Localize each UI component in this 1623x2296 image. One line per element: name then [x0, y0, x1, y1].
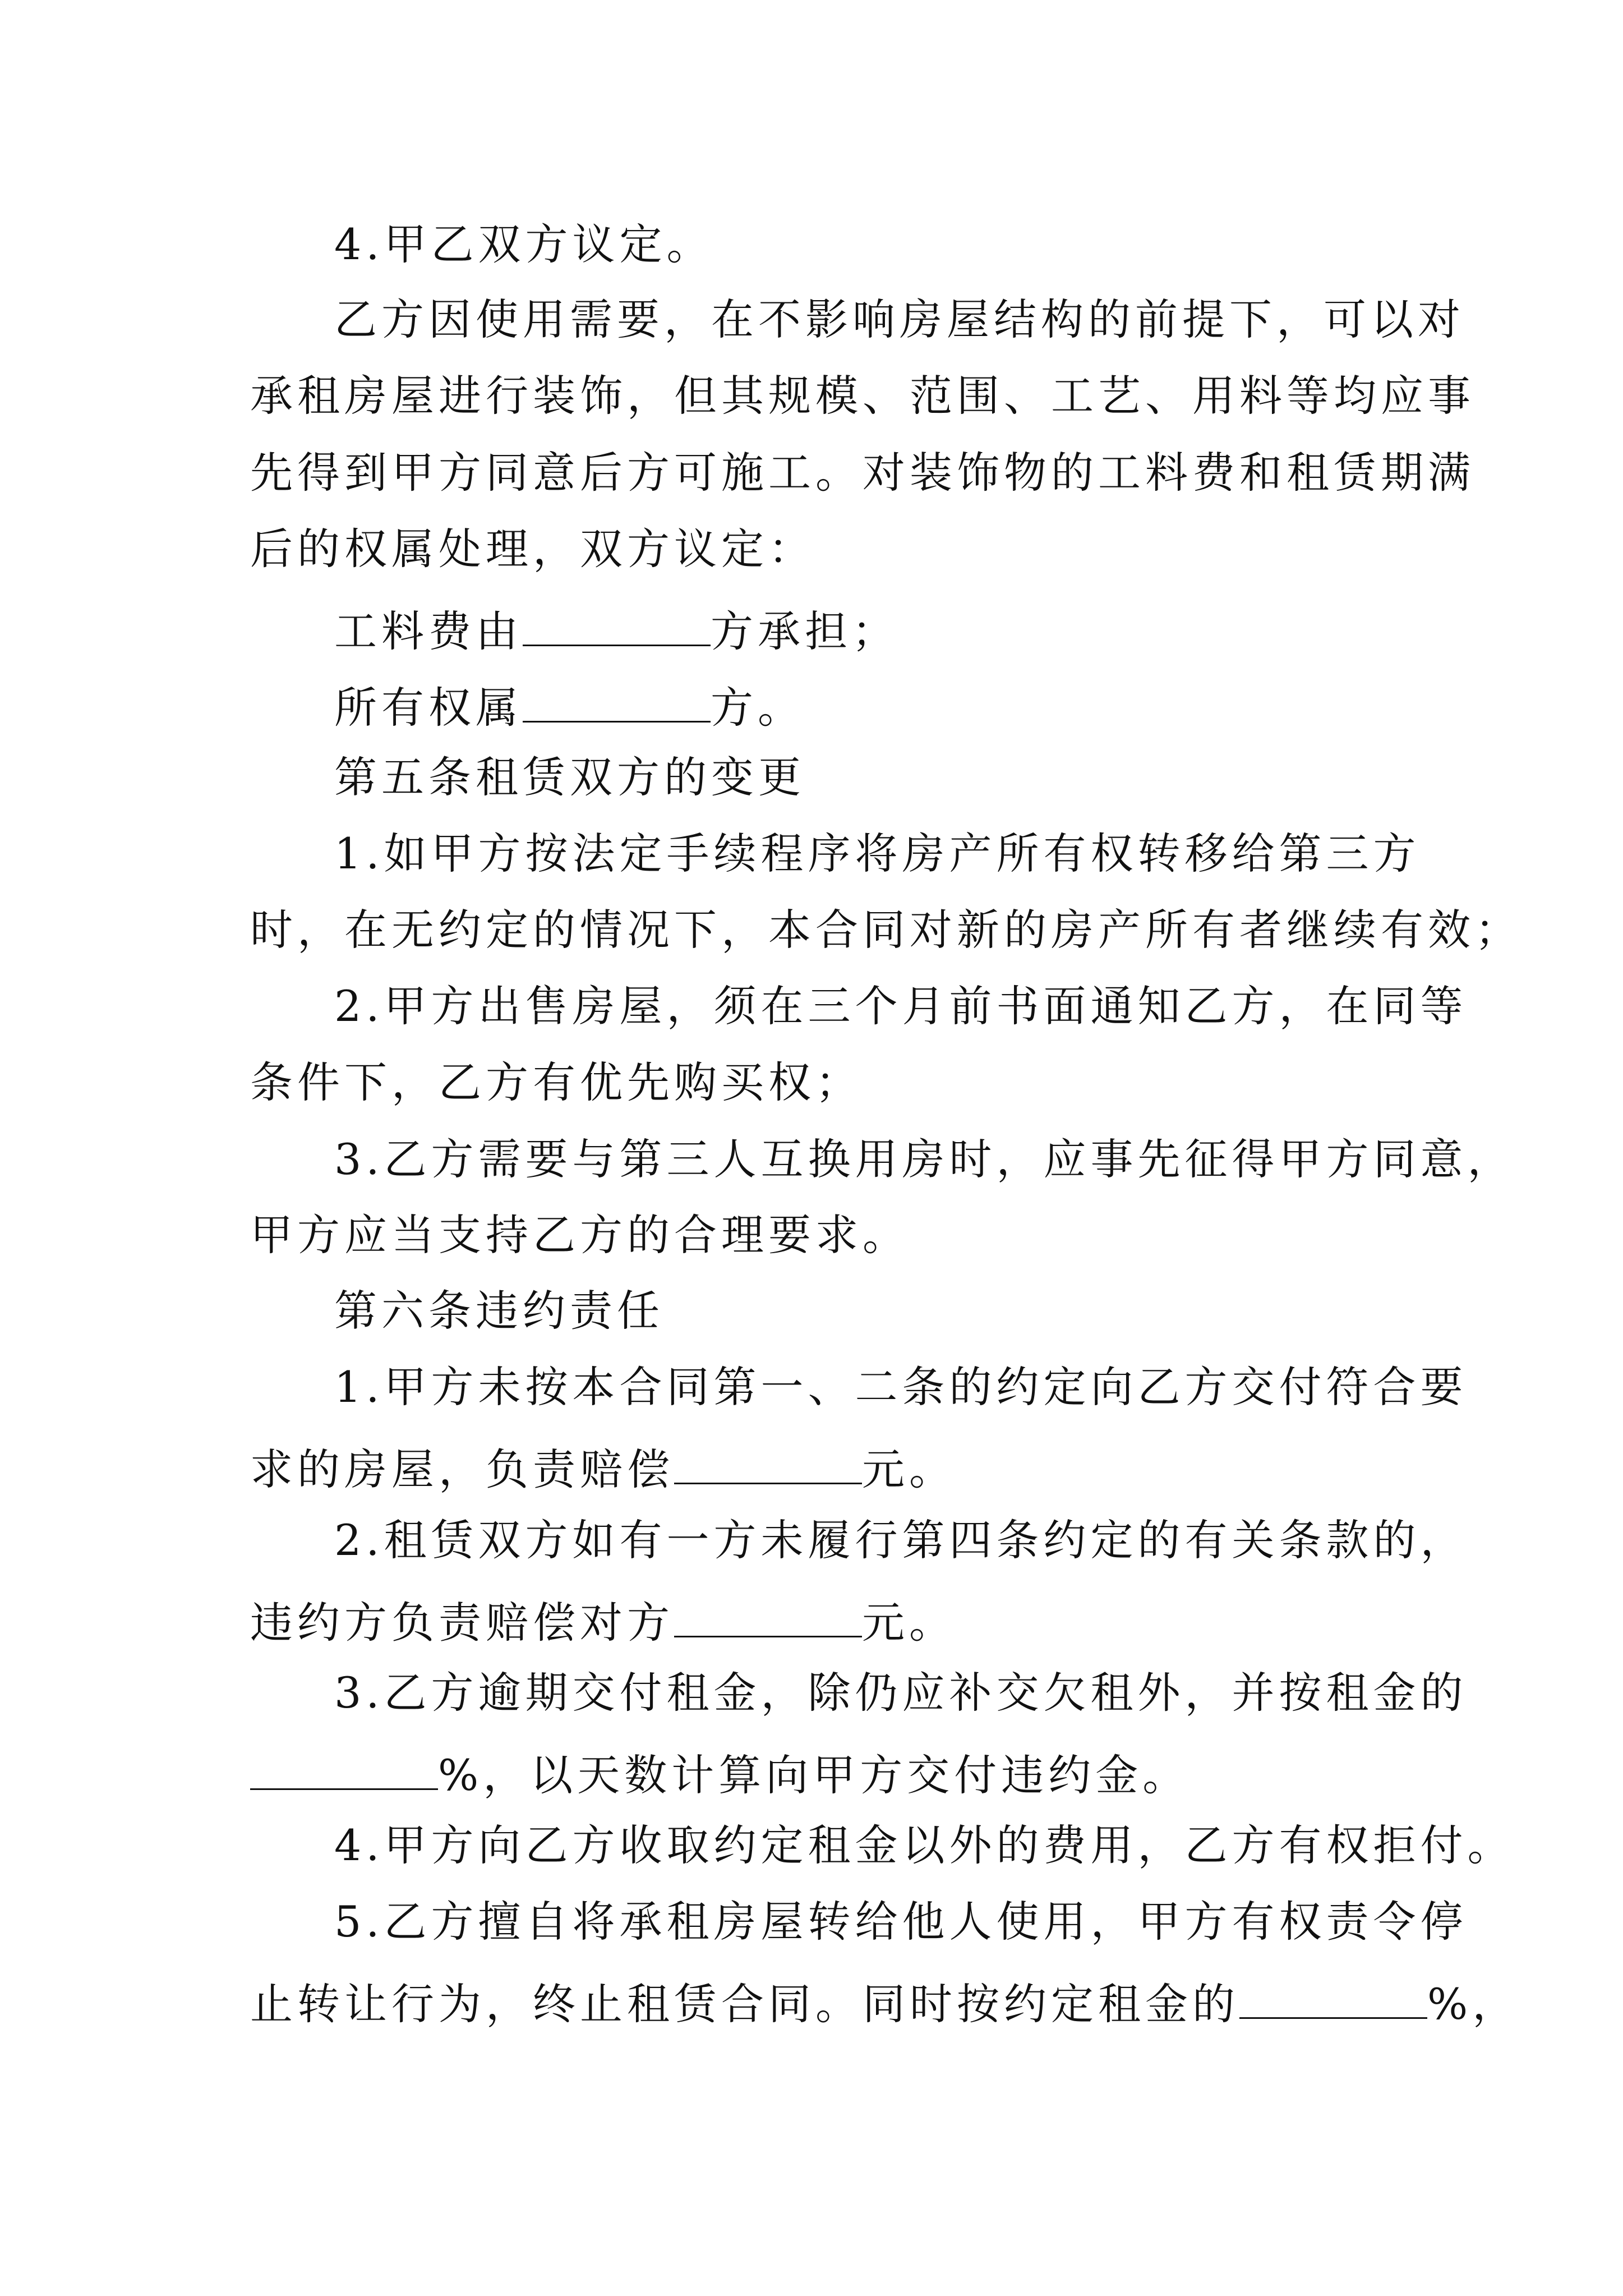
text-segment: 方承担； [711, 606, 899, 657]
paragraph-line: 条件下，乙方有优先购买权； [250, 1057, 863, 1107]
text-segment: 求的房屋，负责赔偿 [250, 1444, 674, 1495]
paragraph-line [250, 1442, 956, 1495]
paragraph-line: 乙方因使用需要，在不影响房屋结构的前提下，可以对 [334, 295, 1465, 344]
paragraph-line [334, 680, 805, 733]
paragraph-line: 4.甲方向乙方收取约定租金以外的费用，乙方有权拒付。 [334, 1820, 1515, 1870]
text-segment: %， [1427, 1979, 1520, 2030]
paragraph-line: 时，在无约定的情况下，本合同对新的房产所有者继续有效； [250, 905, 1522, 955]
paragraph-line: 1.甲方未按本合同第一、二条的约定向乙方交付符合要 [334, 1362, 1468, 1412]
section-heading: 第六条违约责任 [334, 1286, 664, 1336]
paragraph-line: 5.乙方擅自将承租房屋转给他人使用，甲方有权责令停 [334, 1897, 1468, 1947]
paragraph-line [250, 1977, 1520, 2030]
paragraph-line [250, 1595, 956, 1648]
fill-in-blank[interactable] [523, 604, 711, 646]
fill-in-blank[interactable] [674, 1595, 862, 1637]
paragraph-line [334, 604, 899, 657]
text-segment: 止转让行为，终止租赁合同。同时按约定租金的 [250, 1979, 1239, 2030]
paragraph-line: 后的权属处理，双方议定： [250, 524, 815, 574]
paragraph-line: 2.租赁双方如有一方未履行第四条约定的有关条款的， [334, 1515, 1468, 1565]
text-segment: 方。 [711, 683, 805, 733]
fill-in-blank[interactable] [674, 1442, 862, 1484]
paragraph-line: 4.甲乙双方议定。 [334, 219, 714, 269]
text-segment: 元。 [862, 1444, 956, 1495]
text-segment: %，以天数计算向甲方交付违约金。 [438, 1750, 1190, 1801]
paragraph-line: 1.如甲方按法定手续程序将房产所有权转移给第三方 [334, 829, 1421, 878]
section-heading: 第五条租赁双方的变更 [334, 752, 805, 802]
paragraph-line: 承租房屋进行装饰，但其规模、范围、工艺、用料等均应事 [250, 371, 1475, 421]
paragraph-line [250, 1748, 1190, 1801]
paragraph-line: 2.甲方出售房屋，须在三个月前书面通知乙方，在同等 [334, 981, 1468, 1031]
text-segment: 元。 [862, 1598, 956, 1648]
fill-in-blank[interactable] [250, 1748, 438, 1790]
text-segment: 所有权属 [334, 683, 523, 733]
paragraph-line: 甲方应当支持乙方的合理要求。 [250, 1210, 910, 1260]
paragraph-line: 先得到甲方同意后方可施工。对装饰物的工料费和租赁期满 [250, 448, 1475, 498]
paragraph-line: 3.乙方需要与第三人互换用房时，应事先征得甲方同意， [334, 1134, 1515, 1184]
text-segment: 违约方负责赔偿对方 [250, 1598, 674, 1648]
text-segment: 工料费由 [334, 606, 523, 657]
fill-in-blank[interactable] [523, 680, 711, 723]
paragraph-line: 3.乙方逾期交付租金，除仍应补交欠租外，并按租金的 [334, 1668, 1468, 1718]
fill-in-blank[interactable] [1239, 1977, 1427, 2019]
